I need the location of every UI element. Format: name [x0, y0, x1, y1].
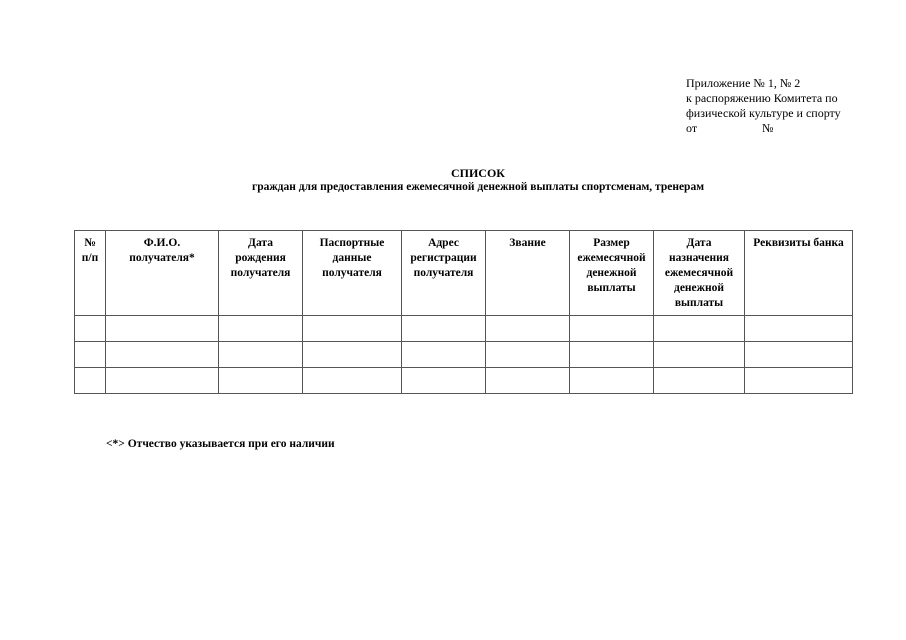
table-header-row: [75, 231, 853, 316]
table-cell: [745, 342, 853, 368]
table-cell: [303, 368, 402, 394]
table-cell: [75, 342, 106, 368]
table-cell: [303, 342, 402, 368]
appendix-from-label: от: [686, 121, 698, 135]
appendix-line-2: к распоряжению Комитета по: [686, 91, 838, 105]
table-cell: [654, 342, 745, 368]
table-cell: [106, 368, 219, 394]
table-row: [75, 316, 853, 342]
table-cell: [402, 368, 486, 394]
footnote: <*> Отчество указывается при его наличии: [106, 438, 335, 450]
header-rank: Звание: [486, 231, 570, 316]
header-row-number: № п/п: [75, 231, 106, 316]
table-row: [75, 342, 853, 368]
table-cell: [402, 316, 486, 342]
header-full-name: Ф.И.О. получателя*: [106, 231, 219, 316]
table-cell: [75, 316, 106, 342]
appendix-line-3: физической культуре и спорту: [686, 106, 841, 120]
table-cell: [303, 316, 402, 342]
table-cell: [486, 368, 570, 394]
table-cell: [106, 342, 219, 368]
table-cell: [486, 316, 570, 342]
table-cell: [654, 316, 745, 342]
table-cell: [745, 368, 853, 394]
header-passport-data: Паспортные данные получателя: [303, 231, 402, 316]
table-cell: [75, 368, 106, 394]
table-cell: [219, 316, 303, 342]
table-cell: [570, 316, 654, 342]
header-payment-amount: Размер ежемесячной денежной выплаты: [570, 231, 654, 316]
table-cell: [219, 368, 303, 394]
appendix-date-number-row: [686, 121, 886, 136]
appendix-number-label: №: [762, 121, 774, 135]
appendix-line-1: Приложение № 1, № 2: [686, 76, 801, 90]
table-cell: [654, 368, 745, 394]
table-cell: [219, 342, 303, 368]
header-payment-assignment-date: Дата назначения ежемесячной денежной выплаты: [654, 231, 745, 316]
table-cell: [402, 342, 486, 368]
table-cell: [570, 342, 654, 368]
header-bank-details: Реквизиты банка: [745, 231, 853, 316]
document-title-block: [0, 166, 906, 194]
table-cell: [745, 316, 853, 342]
table-cell: [570, 368, 654, 394]
table-row: [75, 368, 853, 394]
header-birth-date: Дата рождения получателя: [219, 231, 303, 316]
document-subtitle: граждан для предоставления ежемесячной денежной выплаты спортсменам, тренерам: [251, 181, 705, 193]
appendix-note: [686, 76, 886, 136]
recipients-table: [74, 230, 853, 394]
table-cell: [486, 342, 570, 368]
table-cell: [106, 316, 219, 342]
header-registration-address: Адрес регистрации получателя: [402, 231, 486, 316]
document-title: СПИСОК: [450, 166, 506, 180]
